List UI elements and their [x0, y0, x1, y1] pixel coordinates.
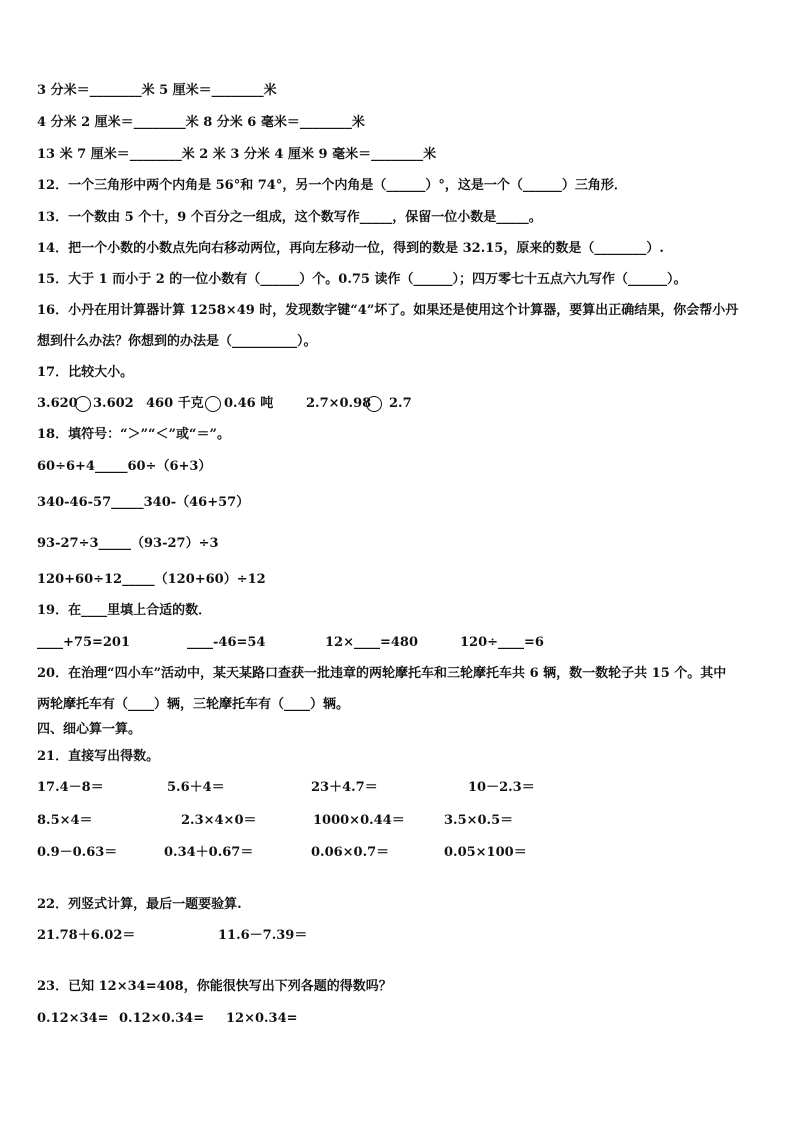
- question-22: 22．列竖式计算，最后一题要验算.: [37, 897, 242, 912]
- question-18-item-3: 93-27÷3_____（93-27）÷3: [37, 536, 219, 551]
- question-16-line-1: 16．小丹在用计算器计算 1258×49 时，发现数字键“4”坏了。如果还是使用这个计算器，要算出正确结果，你会帮小丹: [37, 303, 739, 318]
- question-17: 17．比较大小。: [37, 365, 134, 380]
- compare-a-right: 3.602: [93, 396, 134, 411]
- question-18: 18．填符号：“＞”“＜”或“＝”。: [37, 427, 230, 442]
- fill-item-4: 120÷____=6: [460, 635, 544, 650]
- calc21-r1-c3: 23＋4.7＝: [311, 780, 378, 795]
- calc21-r2-c2: 2.3×4×0＝: [181, 813, 257, 828]
- fill-item-1: ____+75=201: [37, 635, 131, 650]
- question-13: 13．一个数由 5 个十，9 个百分之一组成，这个数写作_____，保留一位小数是_____。: [37, 210, 542, 225]
- calc21-r3-c3: 0.06×0.7＝: [311, 845, 390, 860]
- calc23-item-3: 12×0.34=: [226, 1011, 298, 1026]
- compare-a-left: 3.620: [37, 396, 78, 411]
- question-20-line-2: 两轮摩托车有（____）辆，三轮摩托车有（____）辆。: [37, 697, 350, 712]
- fill-item-3: 12×____=480: [325, 635, 419, 650]
- calc21-r3-c4: 0.05×100＝: [444, 845, 527, 860]
- unit-conversion-line-3: 13 米 7 厘米＝________米 2 米 3 分米 4 厘米 9 毫米＝________米: [37, 147, 437, 162]
- calc23-item-2: 0.12×0.34=: [119, 1011, 205, 1026]
- question-18-item-4: 120+60÷12_____（120+60）÷12: [37, 572, 266, 587]
- question-14: 14．把一个小数的小数点先向右移动两位，再向左移动一位，得到的数是 32.15，原来的数是（________）.: [37, 241, 664, 256]
- calc21-r2-c4: 3.5×0.5＝: [444, 813, 514, 828]
- calc21-r2-c1: 8.5×4＝: [37, 813, 93, 828]
- compare-circle-c[interactable]: [366, 396, 382, 412]
- compare-b-left: 460 千克: [146, 396, 204, 411]
- calc23-item-1: 0.12×34=: [37, 1011, 109, 1026]
- question-16-line-2: 想到什么办法？你想到的办法是（__________）。: [37, 334, 317, 349]
- calc21-r2-c3: 1000×0.44＝: [313, 813, 405, 828]
- compare-c-left: 2.7×0.98: [306, 396, 372, 411]
- unit-conversion-line-2: 4 分米 2 厘米＝________米 8 分米 6 毫米＝________米: [37, 115, 365, 130]
- question-19: 19．在____里填上合适的数．: [37, 603, 212, 618]
- question-21: 21．直接写出得数。: [37, 749, 160, 764]
- question-23: 23．已知 12×34=408，你能很快写出下列各题的得数吗？: [37, 979, 392, 994]
- section-4-heading: 四、细心算一算。: [37, 722, 142, 737]
- compare-c-right: 2.7: [389, 396, 412, 411]
- calc21-r1-c1: 17.4－8＝: [37, 780, 104, 795]
- compare-circle-a[interactable]: [75, 396, 91, 412]
- calc21-r3-c1: 0.9－0.63＝: [37, 845, 118, 860]
- compare-b-right: 0.46 吨: [224, 396, 274, 411]
- calc22-item-1: 21.78＋6.02＝: [37, 928, 136, 943]
- question-15: 15．大于 1 而小于 2 的一位小数有（______）个。0.75 读作（______）；四万零七十五点六九写作（______）。: [37, 272, 687, 287]
- question-20-line-1: 20．在治理“四小车”活动中，某天某路口查获一批违章的两轮摩托车和三轮摩托车共 6 辆，数一数轮子共 15 个。其中: [37, 666, 727, 681]
- question-18-item-1: 60÷6+4_____60÷（6+3）: [37, 459, 212, 474]
- question-12: 12．一个三角形中两个内角是 56°和 74°，另一个内角是（______）°，这是一个（______）三角形．: [37, 178, 627, 193]
- fill-item-2: ____-46=54: [187, 635, 266, 650]
- calc22-item-2: 11.6－7.39＝: [218, 928, 308, 943]
- calc21-r1-c2: 5.6＋4＝: [167, 780, 225, 795]
- calc21-r3-c2: 0.34＋0.67＝: [164, 845, 254, 860]
- calc21-r1-c4: 10－2.3＝: [468, 780, 535, 795]
- compare-circle-b[interactable]: [205, 396, 221, 412]
- question-18-item-2: 340-46-57_____340-（46+57）: [37, 495, 250, 510]
- unit-conversion-line-1: 3 分米＝________米 5 厘米＝________米: [37, 83, 277, 98]
